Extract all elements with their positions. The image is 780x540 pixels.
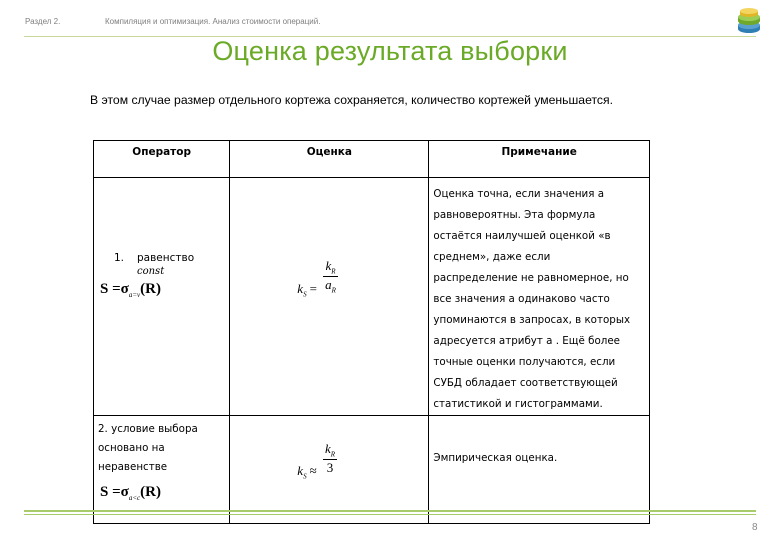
column-header-operator: Оператор xyxy=(94,141,230,178)
table-row xyxy=(94,178,650,416)
selection-formula: $S =\sigma_{a=v}(R)$ xyxy=(100,281,161,299)
column-header-estimate: Оценка xyxy=(230,141,429,178)
estimate-cell xyxy=(230,416,429,524)
intro-paragraph: В этом случае размер отдельного кортежа сохраняется, количество кортежей уменьшается. xyxy=(90,93,613,107)
note-cell xyxy=(429,416,650,524)
course-title: Компиляция и оптимизация. Анализ стоимости операций. xyxy=(105,17,321,26)
note-text: Эмпирическая оценка. xyxy=(433,452,558,464)
footer-divider-thin xyxy=(24,514,756,515)
note-text: Оценка точна, если значения a равновероятны. Эта формула остаётся наилучшей оценкой «в среднем», даже если распределение не равномерное, но все значения a одинаково часто упоминаются в запросах, в которых адресуется атрибут a . Ещё более точные оценки получаются, если СУБД обладает соответствующей статистикой и гистограммами. xyxy=(433,188,631,410)
operator-list-item: 1. равенство const xyxy=(114,252,195,277)
table-row xyxy=(94,416,650,524)
const-label: const xyxy=(137,266,165,277)
stacked-coins-logo-icon xyxy=(736,8,762,34)
operator-cell xyxy=(94,416,230,524)
slide-title: Оценка результата выборки xyxy=(212,36,568,66)
selection-formula: $S =\sigma_{a<c}(R)$ xyxy=(100,484,161,502)
footer-divider xyxy=(24,510,756,512)
estimate-formula: $k_S$ ≈ $\frac{k_R}{3}$ xyxy=(297,441,336,481)
page-number: 8 xyxy=(752,522,758,533)
operator-cell xyxy=(94,178,230,416)
note-cell xyxy=(429,178,650,416)
operators-table xyxy=(93,140,650,524)
operator-text: 2. условие выбора основано на неравенстве xyxy=(98,423,198,473)
column-header-note: Примечание xyxy=(429,141,650,178)
table-header-row xyxy=(94,141,650,178)
estimate-cell xyxy=(230,178,429,416)
section-label: Раздел 2. xyxy=(25,17,61,26)
estimate-formula: $k_S$ = $\frac{k_R}{a_R}$ xyxy=(297,258,336,299)
